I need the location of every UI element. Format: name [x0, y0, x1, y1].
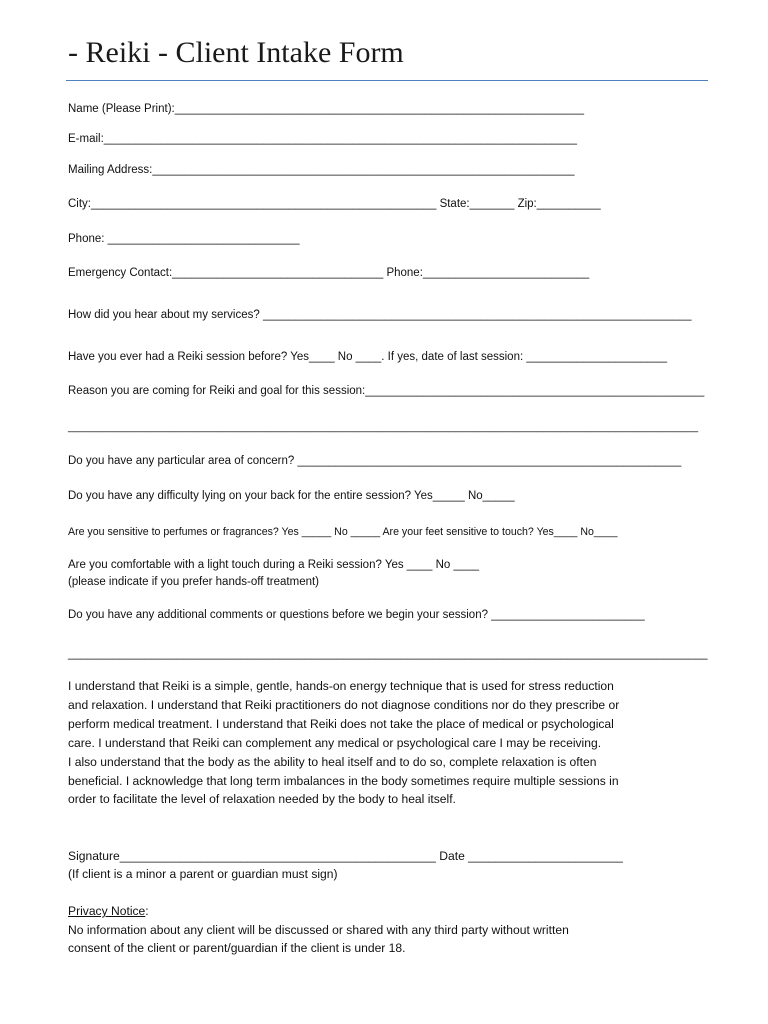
privacy-text-line: No information about any client will be discussed or shared with any third party without written — [68, 923, 569, 937]
privacy-heading-colon: : — [145, 904, 149, 918]
consent-line: beneficial. I acknowledge that long term imbalances in the body sometimes require multiple sessions in — [68, 773, 619, 788]
consent-line: I understand that Reiki is a simple, gentle, hands-on energy technique that is used for stress reduction — [68, 679, 614, 693]
city-state-zip-field[interactable]: City:______________________________________________________ State:_______ Zip:__________ — [68, 198, 601, 210]
privacy-text-line: consent of the client or parent/guardian if the client is under 18. — [68, 941, 406, 955]
consent-line: order to facilitate the level of relaxation needed by the body to heal itself. — [68, 792, 456, 807]
consent-line: care. I understand that Reiki can complement any medical or psychological care I may be receiving. — [68, 735, 602, 750]
lying-on-back-question[interactable]: Do you have any difficulty lying on your back for the entire session? Yes_____ No_____ — [68, 490, 515, 502]
mailing-address-field[interactable]: Mailing Address:__________________________________________________________________ — [68, 164, 575, 176]
consent-line: I also understand that the body as the ability to heal itself and to do so, complete relaxation is often — [68, 754, 597, 769]
light-touch-question[interactable]: Are you comfortable with a light touch during a Reiki session? Yes ____ No ____ — [68, 559, 480, 571]
form-title: - Reiki - Client Intake Form — [68, 36, 404, 69]
reason-question[interactable]: Reason you are coming for Reiki and goal for this session:_____________________________________________________ — [68, 385, 705, 397]
comments-answer-line[interactable]: ____________________________________________________________________________________________________ — [68, 648, 708, 660]
signature-note: (If client is a minor a parent or guardian must sign) — [68, 867, 338, 881]
privacy-notice-heading — [68, 904, 149, 918]
previous-session-question[interactable]: Have you ever had a Reiki session before? Yes____ No ____. If yes, date of last session: ______________________ — [68, 351, 668, 363]
consent-line: perform medical treatment. I understand that Reiki does not take the place of medical or psychological — [68, 716, 614, 731]
privacy-heading-text: Privacy Notice — [68, 904, 146, 918]
hands-off-note: (please indicate if you prefer hands-off treatment) — [68, 576, 320, 588]
title-divider — [66, 80, 708, 81]
signature-date-field[interactable]: Signature_______________________________________________ Date _______________________ — [68, 849, 623, 863]
additional-comments-question[interactable]: Do you have any additional comments or questions before we begin your session? ________________________ — [68, 609, 645, 621]
consent-line: and relaxation. I understand that Reiki practitioners do not diagnose conditions nor do they prescribe or — [68, 697, 620, 712]
phone-field[interactable]: Phone: ______________________________ — [68, 233, 300, 245]
reason-answer-line[interactable]: __________________________________________________________________________________________________________ — [68, 421, 699, 433]
name-field[interactable]: Name (Please Print):________________________________________________________________ — [68, 103, 585, 115]
emergency-contact-field[interactable]: Emergency Contact:_________________________________ Phone:__________________________ — [68, 267, 590, 279]
referral-question[interactable]: How did you hear about my services? ___________________________________________________________________ — [68, 309, 692, 321]
sensitivity-question[interactable]: Are you sensitive to perfumes or fragrances? Yes _____ No _____ Are your feet sensitive to touch? Yes____ No____ — [68, 526, 618, 538]
email-field[interactable]: E-mail:__________________________________________________________________________ — [68, 133, 578, 145]
consent-paragraph — [68, 677, 706, 809]
area-of-concern-question[interactable]: Do you have any particular area of concern? ____________________________________________________________ — [68, 455, 682, 467]
